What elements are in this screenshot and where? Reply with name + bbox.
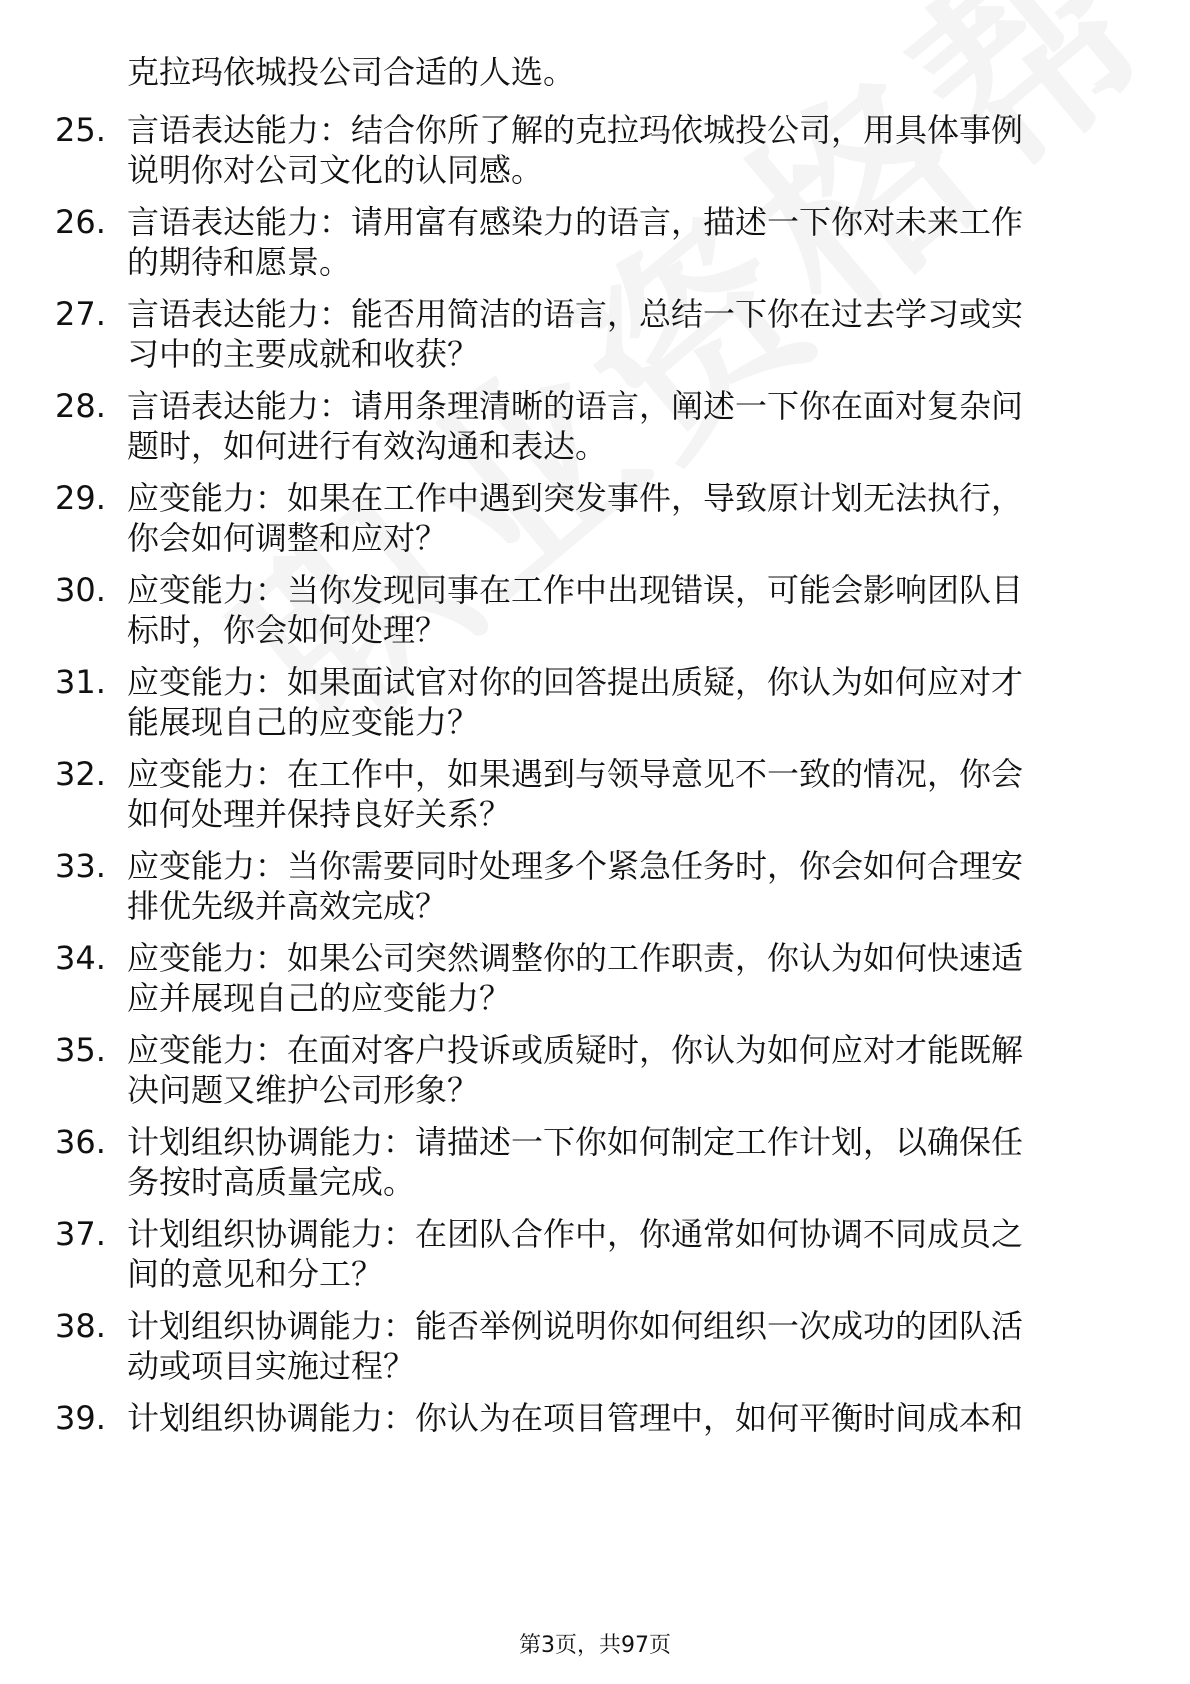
- question-line: 言语表达能力：请用条理清晰的语言，阐述一下你在面对复杂问: [127, 387, 1024, 425]
- question-number: 34.: [55, 939, 106, 977]
- question-text: [127, 754, 1167, 834]
- question-text: [127, 202, 1167, 282]
- question-line: 你会如何调整和应对？: [127, 519, 448, 557]
- question-line: 应并展现自己的应变能力？: [127, 979, 512, 1017]
- question-number: 25.: [55, 111, 106, 149]
- question-text: [127, 846, 1167, 926]
- question-line: 如何处理并保持良好关系？: [127, 795, 512, 833]
- question-text: [127, 294, 1167, 374]
- question-number: 32.: [55, 755, 106, 793]
- question-line: 习中的主要成就和收获？: [127, 335, 480, 373]
- question-line: 能展现自己的应变能力？: [127, 703, 480, 741]
- question-number: 27.: [55, 295, 106, 333]
- question-number: 37.: [55, 1215, 106, 1253]
- question-number: 35.: [55, 1031, 106, 1069]
- question-text: [127, 1030, 1167, 1110]
- question-line: 标时，你会如何处理？: [127, 611, 448, 649]
- question-number: 26.: [55, 203, 106, 241]
- question-text: [127, 478, 1167, 558]
- question-number: 38.: [55, 1307, 106, 1345]
- question-number: 30.: [55, 571, 106, 609]
- question-line: 应变能力：当你需要同时处理多个紧急任务时，你会如何合理安: [127, 847, 1024, 885]
- question-line: 应变能力：如果公司突然调整你的工作职责，你认为如何快速适: [127, 939, 1024, 977]
- question-line: 计划组织协调能力：能否举例说明你如何组织一次成功的团队活: [127, 1307, 1024, 1345]
- question-line: 的期待和愿景。: [127, 243, 352, 281]
- question-number: 39.: [55, 1399, 106, 1437]
- question-line: 应变能力：在面对客户投诉或质疑时，你认为如何应对才能既解: [127, 1031, 1024, 1069]
- question-number: 36.: [55, 1123, 106, 1161]
- question-text: [127, 1214, 1167, 1294]
- question-text: [127, 938, 1167, 1018]
- question-line: 决问题又维护公司形象？: [127, 1071, 480, 1109]
- question-line: 说明你对公司文化的认同感。: [127, 151, 544, 189]
- question-line: 应变能力：在工作中，如果遇到与领导意见不一致的情况，你会: [127, 755, 1024, 793]
- question-number: 29.: [55, 479, 106, 517]
- question-line: 应变能力：如果面试官对你的回答提出质疑，你认为如何应对才: [127, 663, 1024, 701]
- question-text: [127, 386, 1167, 466]
- question-number: 33.: [55, 847, 106, 885]
- question-number: 31.: [55, 663, 106, 701]
- question-line: 言语表达能力：能否用简洁的语言，总结一下你在过去学习或实: [127, 295, 1024, 333]
- question-line: 间的意见和分工？: [127, 1255, 384, 1293]
- page-footer: 第3页，共97页: [519, 1633, 671, 1658]
- question-text: [127, 1306, 1167, 1386]
- question-line: 务按时高质量完成。: [127, 1163, 416, 1201]
- question-line: 动或项目实施过程？: [127, 1347, 416, 1385]
- question-line: 计划组织协调能力：你认为在项目管理中，如何平衡时间成本和: [127, 1399, 1024, 1437]
- question-text: [127, 1398, 1167, 1438]
- question-text: [127, 1122, 1167, 1202]
- question-text: [127, 110, 1167, 190]
- continuation-line: 克拉玛依城投公司合适的人选。: [127, 53, 576, 91]
- question-line: 言语表达能力：请用富有感染力的语言，描述一下你对未来工作: [127, 203, 1024, 241]
- question-line: 计划组织协调能力：在团队合作中，你通常如何协调不同成员之: [127, 1215, 1024, 1253]
- question-line: 言语表达能力：结合你所了解的克拉玛依城投公司，用具体事例: [127, 111, 1024, 149]
- question-text: [127, 662, 1167, 742]
- question-number: 28.: [55, 387, 106, 425]
- question-line: 排优先级并高效完成？: [127, 887, 448, 925]
- question-line: 计划组织协调能力：请描述一下你如何制定工作计划，以确保任: [127, 1123, 1024, 1161]
- question-line: 题时，如何进行有效沟通和表达。: [127, 427, 608, 465]
- question-text: [127, 570, 1167, 650]
- question-line: 应变能力：如果在工作中遇到突发事件，导致原计划无法执行，: [127, 479, 1024, 517]
- question-line: 应变能力：当你发现同事在工作中出现错误，可能会影响团队目: [127, 571, 1024, 609]
